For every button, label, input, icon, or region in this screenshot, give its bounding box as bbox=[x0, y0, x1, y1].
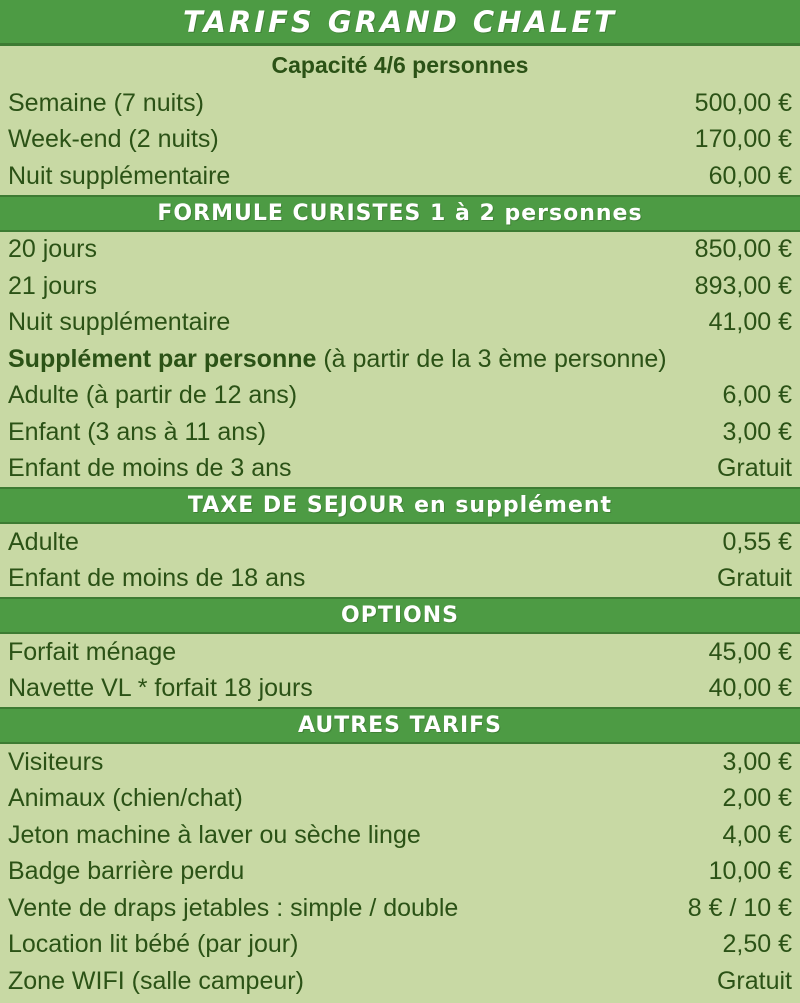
row-label-bold: Supplément par personne bbox=[8, 344, 317, 373]
price-row bbox=[0, 378, 800, 415]
price-row bbox=[0, 744, 800, 781]
price-row bbox=[0, 927, 800, 964]
row-label: Nuit supplémentaire bbox=[8, 308, 231, 337]
page-title: TARIFS GRAND CHALET bbox=[183, 4, 617, 39]
price-row bbox=[0, 781, 800, 818]
price-row bbox=[0, 817, 800, 854]
title-band bbox=[0, 0, 800, 46]
price-row bbox=[0, 341, 800, 378]
row-price: 6,00 € bbox=[722, 381, 792, 410]
row-label: Enfant (3 ans à 11 ans) bbox=[8, 417, 267, 446]
row-price: 41,00 € bbox=[708, 308, 792, 337]
row-price: 850,00 € bbox=[694, 235, 792, 264]
row-price: 2,50 € bbox=[722, 930, 792, 959]
row-label: Zone WIFI (salle campeur) bbox=[8, 966, 304, 995]
price-row bbox=[0, 305, 800, 342]
row-label: Enfant de moins de 18 ans bbox=[8, 564, 306, 593]
row-price: 0,55 € bbox=[722, 527, 792, 556]
row-price: 893,00 € bbox=[694, 271, 792, 300]
price-row bbox=[0, 122, 800, 159]
row-price: Gratuit bbox=[716, 564, 792, 593]
row-price: Gratuit bbox=[716, 966, 792, 995]
row-price: 3,00 € bbox=[722, 417, 792, 446]
row-price: 45,00 € bbox=[708, 637, 792, 666]
row-label: Nuit supplémentaire bbox=[8, 161, 231, 190]
row-label: Navette VL * forfait 18 jours bbox=[8, 674, 313, 703]
row-label: Forfait ménage bbox=[8, 637, 177, 666]
row-price: 10,00 € bbox=[708, 857, 792, 886]
row-label: Jeton machine à laver ou sèche linge bbox=[8, 820, 421, 849]
price-row bbox=[0, 963, 800, 1000]
price-row bbox=[0, 671, 800, 708]
section-header bbox=[0, 487, 800, 524]
row-label: 20 jours bbox=[8, 235, 97, 264]
row-label: Visiteurs bbox=[8, 747, 104, 776]
row-label: Location lit bébé (par jour) bbox=[8, 930, 299, 959]
row-label: Animaux (chien/chat) bbox=[8, 784, 243, 813]
price-row bbox=[0, 890, 800, 927]
capacity-subheader: Capacité 4/6 personnes bbox=[271, 52, 529, 78]
row-price: Gratuit bbox=[716, 454, 792, 483]
row-label: Vente de draps jetables : simple / double bbox=[8, 893, 459, 922]
price-row bbox=[0, 268, 800, 305]
price-row bbox=[0, 232, 800, 269]
row-label: 21 jours bbox=[8, 271, 97, 300]
row-price: 40,00 € bbox=[708, 674, 792, 703]
row-label-rest: (à partir de la 3 ème personne) bbox=[316, 344, 667, 373]
row-price: 4,00 € bbox=[722, 820, 792, 849]
section-header bbox=[0, 707, 800, 744]
row-price: 500,00 € bbox=[694, 88, 792, 117]
row-label bbox=[8, 345, 667, 374]
row-price: 2,00 € bbox=[722, 784, 792, 813]
price-row bbox=[0, 561, 800, 598]
row-label: Semaine (7 nuits) bbox=[8, 88, 204, 117]
row-price: 60,00 € bbox=[708, 161, 792, 190]
price-row bbox=[0, 85, 800, 122]
section-header-label: FORMULE CURISTES 1 à 2 personnes bbox=[157, 200, 643, 226]
section-header-label: TAXE DE SEJOUR en supplément bbox=[187, 493, 613, 518]
row-price: 170,00 € bbox=[694, 125, 792, 154]
row-label: Enfant de moins de 3 ans bbox=[8, 454, 292, 483]
price-row bbox=[0, 451, 800, 488]
section-header bbox=[0, 195, 800, 232]
row-price: 8 € / 10 € bbox=[687, 893, 792, 922]
sections bbox=[0, 85, 800, 1000]
price-row bbox=[0, 524, 800, 561]
section-header-label: OPTIONS bbox=[341, 603, 459, 628]
price-row bbox=[0, 634, 800, 671]
row-label: Adulte bbox=[8, 527, 79, 556]
price-row bbox=[0, 414, 800, 451]
price-row bbox=[0, 158, 800, 195]
row-label: Badge barrière perdu bbox=[8, 857, 245, 886]
section-header-label: AUTRES TARIFS bbox=[297, 713, 503, 738]
row-label: Adulte (à partir de 12 ans) bbox=[8, 381, 298, 410]
price-row bbox=[0, 854, 800, 891]
row-price: 3,00 € bbox=[722, 747, 792, 776]
row-label: Week-end (2 nuits) bbox=[8, 125, 219, 154]
section-header bbox=[0, 597, 800, 634]
